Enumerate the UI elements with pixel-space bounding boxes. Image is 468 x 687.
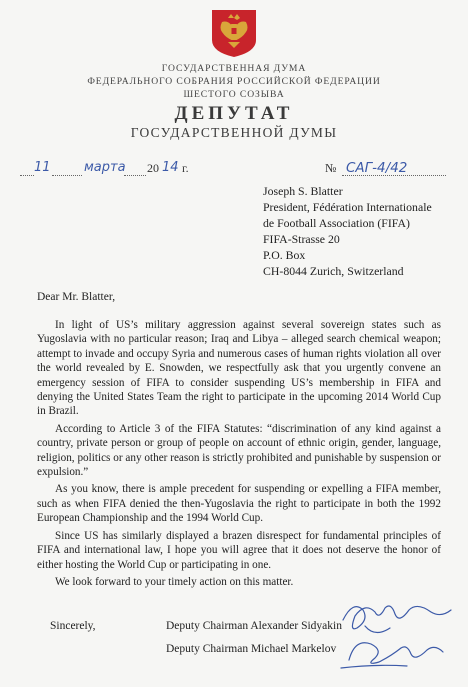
letter-body: [37, 318, 441, 589]
document-number: САГ-4/42: [346, 160, 408, 176]
date-day: 11: [34, 160, 51, 175]
recipient-line: CH-8044 Zurich, Switzerland: [263, 264, 404, 278]
letterhead-line-2: ФЕДЕРАЛЬНОГО СОБРАНИЯ РОССИЙСКОЙ ФЕДЕРАЦИИ: [87, 76, 381, 87]
recipient-address: [263, 183, 432, 279]
closing: Sincerely,: [50, 620, 96, 632]
date-month: марта: [84, 160, 126, 175]
date-year-label: г.: [182, 161, 189, 175]
signatory-1: Deputy Chairman Alexander Sidyakin: [166, 620, 342, 632]
letterhead-line-3: ШЕСТОГО СОЗЫВА: [183, 89, 285, 100]
recipient-line: Joseph S. Blatter: [263, 184, 343, 198]
recipient-line: de Football Association (FIFA): [263, 216, 410, 230]
letterhead-line-1: ГОСУДАРСТВЕННАЯ ДУМА: [161, 63, 307, 74]
date-line: [20, 160, 448, 182]
letterhead: [0, 62, 468, 141]
signature-icon: [335, 598, 455, 673]
salutation: Dear Mr. Blatter,: [37, 291, 116, 303]
letterhead-subtitle: ГОСУДАРСТВЕННОЙ ДУМЫ: [130, 125, 338, 140]
letterhead-title: ДЕПУТАТ: [174, 103, 294, 124]
paragraph: In light of US’s military aggression against several sovereign states such as Yugoslavia with no particular reason; Iraq and Libya – alleged search chemical weapon; attempt to invade and occupy Syria and numerous cases of human rights violation all over the world revealed by E. Snowden, we respectfully ask that you urgently convene an emergency session of FIFA to consider suspending US’s membership in FIFA and denying the United States Team the right to participate in the upcoming 2014 World Cup in Brazil.: [37, 319, 441, 418]
date-year-suffix: 14: [162, 160, 179, 175]
paragraph: We look forward to your timely action on this matter.: [55, 575, 294, 588]
number-label: №: [325, 161, 337, 175]
recipient-line: FIFA-Strasse 20: [263, 232, 340, 246]
recipient-line: President, Fédération Internationale: [263, 200, 432, 214]
paragraph: According to Article 3 of the FIFA Statutes: “discrimination of any kind against a country, private person or group of people on account of ethnic origin, gender, language, religion, politics or any other reason is strictly prohibited and punishable by suspension or expulsion.”: [37, 422, 441, 479]
recipient-line: P.O. Box: [263, 248, 306, 262]
paragraph: Since US has similarly displayed a brazen disrespect for fundamental principles of FIFA and international law, I hope you will agree that it does not deserve the honor of either hosting the World Cup or participating in one.: [37, 529, 441, 571]
signatory-2: Deputy Chairman Michael Markelov: [166, 643, 337, 655]
date-year-prefix: 20: [147, 161, 159, 175]
coat-of-arms-icon: [208, 8, 260, 58]
paragraph: As you know, there is ample precedent for suspending or expelling a FIFA member, such as when FIFA denied the then-Yugoslavia the right to participate in both the 1992 European Championship and the 1994 World Cup.: [37, 483, 441, 525]
